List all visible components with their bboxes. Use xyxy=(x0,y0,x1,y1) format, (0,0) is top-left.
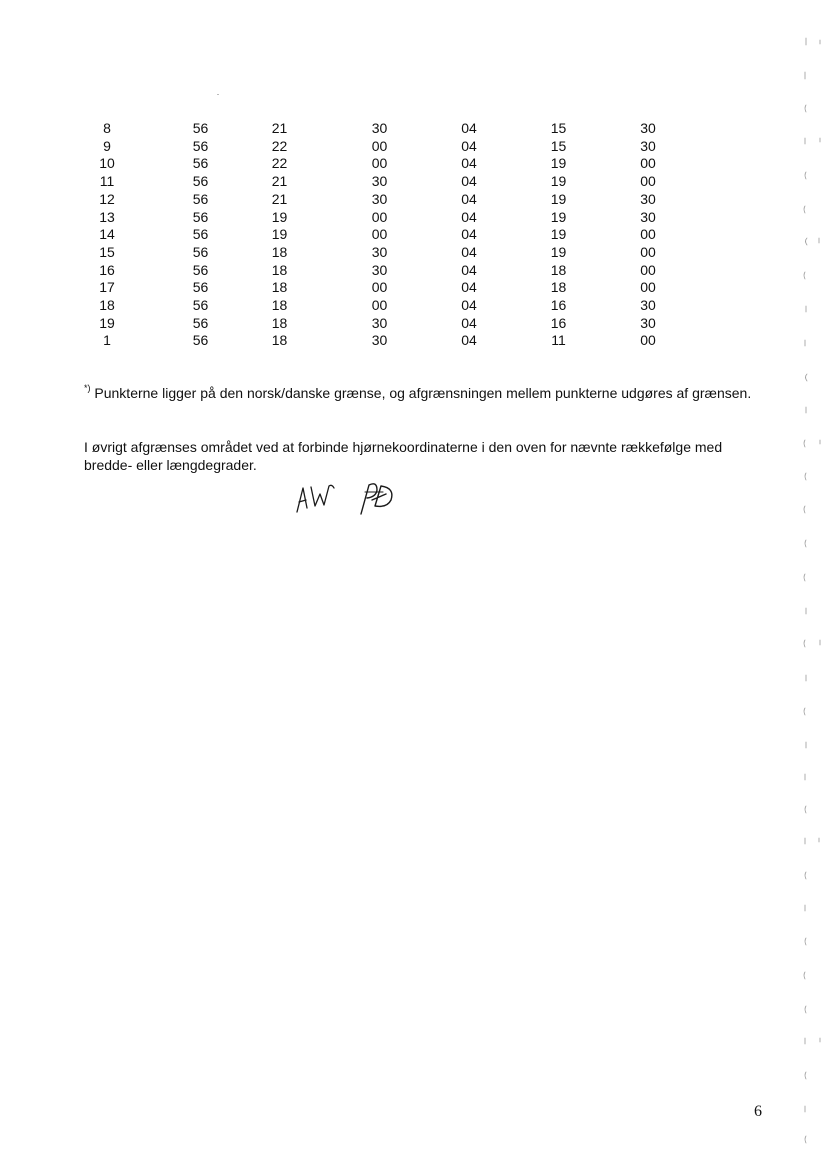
table-cell: 56 xyxy=(192,190,209,207)
table-cell: 15 xyxy=(550,137,567,154)
table-cell: 21 xyxy=(271,173,288,190)
table-cell: 00 xyxy=(371,279,388,296)
table-cell: 04 xyxy=(461,120,477,136)
table-cell: 56 xyxy=(192,155,209,172)
table-cell: 18 xyxy=(271,314,288,331)
table-cell: 56 xyxy=(192,279,209,296)
table-cell: 10 xyxy=(99,155,115,172)
table-cell: 18 xyxy=(271,243,288,260)
table-row xyxy=(70,315,660,333)
table-cell: 04 xyxy=(461,155,477,172)
signature-initials-aw xyxy=(294,478,342,518)
table-cell: 30 xyxy=(371,261,388,278)
table-cell: 19 xyxy=(99,314,115,331)
table-cell: 22 xyxy=(271,155,288,172)
table-cell: 30 xyxy=(640,190,656,207)
table-cell: 00 xyxy=(371,226,388,243)
table-cell: 30 xyxy=(371,243,388,260)
table-row xyxy=(70,226,660,244)
table-cell: 18 xyxy=(99,297,115,314)
table-cell: 12 xyxy=(99,190,115,207)
table-cell: 00 xyxy=(640,261,656,278)
table-cell: 00 xyxy=(371,208,388,225)
table-cell: 04 xyxy=(461,261,477,278)
table-cell: 18 xyxy=(271,297,288,314)
page-number: 6 xyxy=(754,1103,762,1120)
table-cell: 30 xyxy=(640,120,656,136)
table-cell: 9 xyxy=(103,137,111,154)
table-cell: 00 xyxy=(640,279,656,296)
table-cell: 30 xyxy=(640,297,656,314)
coordinates-table xyxy=(70,120,660,350)
footnote-marker: *) xyxy=(84,383,91,393)
table-cell: 04 xyxy=(461,279,477,296)
table-cell: 56 xyxy=(192,173,209,190)
table-cell: 00 xyxy=(371,137,388,154)
binding-hole-marks xyxy=(798,30,826,1160)
table-cell: 18 xyxy=(550,261,567,278)
table-cell: 19 xyxy=(550,243,567,260)
table-cell: 04 xyxy=(461,332,477,349)
table-cell: 56 xyxy=(192,243,209,260)
table-cell: 56 xyxy=(192,226,209,243)
table-cell: 19 xyxy=(271,208,288,225)
footnote-text: Punkterne ligger på den norsk/danske grænse, og afgrænsningen mellem punkterne udgøres af grænsen. xyxy=(90,385,752,401)
table-cell: 15 xyxy=(550,120,567,136)
table-cell: 04 xyxy=(461,190,477,207)
table-cell: 56 xyxy=(192,120,209,136)
table-cell: 00 xyxy=(640,243,656,260)
table-cell: 00 xyxy=(640,226,656,243)
table-cell: 19 xyxy=(271,226,288,243)
table-cell: 1 xyxy=(103,332,111,349)
table-cell: 56 xyxy=(192,261,209,278)
table-cell: 22 xyxy=(271,137,288,154)
table-cell: 00 xyxy=(640,332,656,349)
table-cell: 04 xyxy=(461,173,477,190)
table-cell: 04 xyxy=(461,297,477,314)
table-cell: 16 xyxy=(550,297,567,314)
scan-speck xyxy=(217,94,219,95)
table-row xyxy=(70,262,660,280)
table-cell: 8 xyxy=(103,120,111,136)
table-row xyxy=(70,173,660,191)
table-row xyxy=(70,209,660,227)
table-cell: 18 xyxy=(271,279,288,296)
table-cell: 19 xyxy=(550,190,567,207)
table-cell: 00 xyxy=(640,173,656,190)
table-cell: 04 xyxy=(461,314,477,331)
table-cell: 30 xyxy=(371,190,388,207)
table-cell: 21 xyxy=(271,190,288,207)
table-cell: 17 xyxy=(99,279,115,296)
table-cell: 21 xyxy=(271,120,288,136)
table-cell: 18 xyxy=(271,332,288,349)
table-cell: 15 xyxy=(99,243,115,260)
table-cell: 30 xyxy=(371,332,388,349)
table-cell: 56 xyxy=(192,314,209,331)
table-cell: 00 xyxy=(371,155,388,172)
table-cell: 30 xyxy=(640,208,656,225)
table-cell: 30 xyxy=(371,314,388,331)
table-row xyxy=(70,297,660,315)
table-cell: 16 xyxy=(550,314,567,331)
table-cell: 00 xyxy=(640,155,656,172)
table-cell: 04 xyxy=(461,137,477,154)
table-cell: 19 xyxy=(550,173,567,190)
signature-initials-pd xyxy=(355,478,401,518)
boundary-paragraph: I øvrigt afgrænses området ved at forbinde hjørnekoordinaterne i den oven for nævnte rækkefølge med bredde- eller længdegrader. xyxy=(84,439,723,473)
footnote xyxy=(84,384,764,402)
table-cell: 56 xyxy=(192,137,209,154)
table-cell: 11 xyxy=(99,173,115,190)
table-cell: 16 xyxy=(99,261,115,278)
table-cell: 30 xyxy=(640,137,656,154)
table-row xyxy=(70,244,660,262)
table-row xyxy=(70,155,660,173)
table-cell: 56 xyxy=(192,297,209,314)
table-cell: 18 xyxy=(550,279,567,296)
table-cell: 00 xyxy=(371,297,388,314)
table-row xyxy=(70,279,660,297)
table-cell: 56 xyxy=(192,332,209,349)
table-cell: 19 xyxy=(550,155,567,172)
table-cell: 19 xyxy=(550,226,567,243)
table-cell: 13 xyxy=(99,208,115,225)
table-row xyxy=(70,120,660,138)
table-row xyxy=(70,332,660,350)
table-cell: 04 xyxy=(461,243,477,260)
table-cell: 56 xyxy=(192,208,209,225)
table-row xyxy=(70,138,660,156)
table-cell: 04 xyxy=(461,208,477,225)
table-cell: 18 xyxy=(271,261,288,278)
table-cell: 30 xyxy=(371,173,388,190)
table-row xyxy=(70,191,660,209)
table-cell: 04 xyxy=(461,226,477,243)
table-cell: 30 xyxy=(371,120,388,136)
table-cell: 19 xyxy=(550,208,567,225)
table-cell: 14 xyxy=(99,226,115,243)
table-cell: 11 xyxy=(551,332,566,349)
coordinates-table-body xyxy=(70,120,660,350)
table-cell: 30 xyxy=(640,314,656,331)
